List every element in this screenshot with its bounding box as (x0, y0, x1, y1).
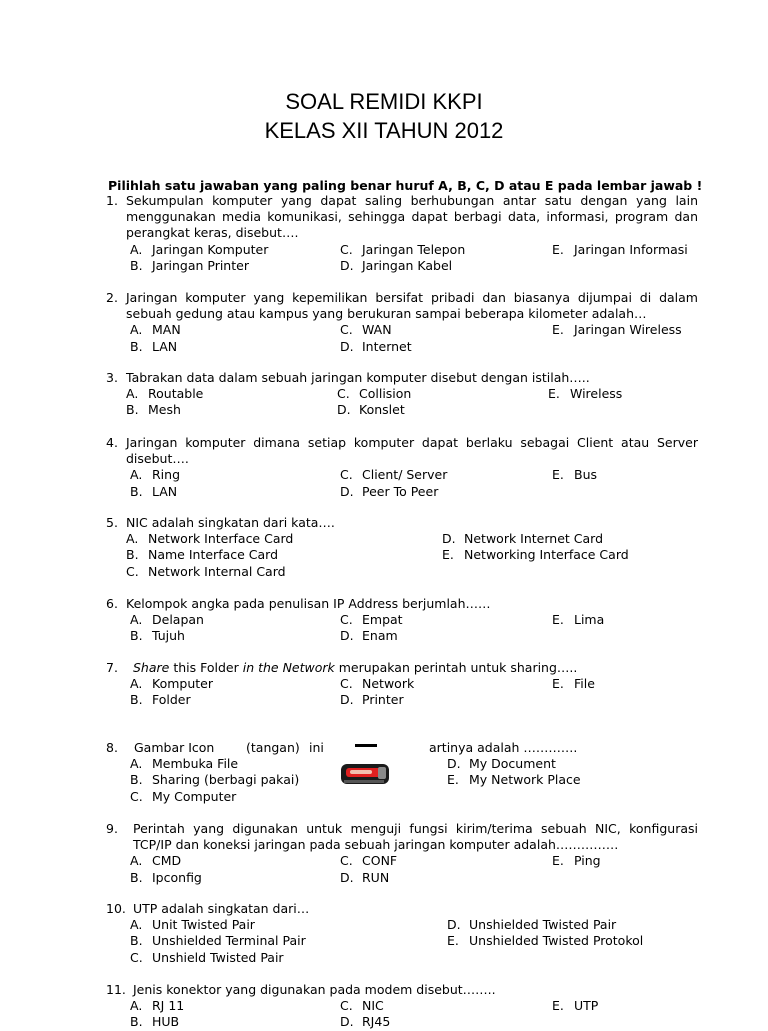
option-d[interactable]: D. Network Internet Card (442, 531, 604, 547)
question-11 (106, 982, 698, 1031)
option-e[interactable]: E. UTP (552, 998, 599, 1014)
option-e[interactable]: E. Jaringan Informasi (552, 241, 688, 257)
option-e[interactable]: E. Unshielded Twisted Protokol (447, 933, 644, 949)
question-number: 4. (106, 435, 118, 450)
question-text-part: (tangan) (246, 740, 300, 755)
question-text: Tabrakan data dalam sebuah jaringan komputer disebut dengan istilah….. (126, 370, 590, 385)
question-6 (106, 596, 698, 645)
question-3 (106, 370, 698, 419)
question-1 (106, 193, 698, 274)
question-text: Jenis konektor yang digunakan pada modem disebut…….. (133, 982, 496, 997)
option-b[interactable]: B. Folder (130, 692, 191, 708)
option-e[interactable]: E. Ping (552, 853, 601, 869)
option-d[interactable]: D. Printer (340, 692, 404, 708)
option-e[interactable]: E. Wireless (548, 386, 623, 402)
option-a[interactable]: A. Network Interface Card (126, 531, 294, 547)
option-b[interactable]: B. Jaringan Printer (130, 257, 249, 273)
question-text-part: Gambar Icon (134, 740, 215, 755)
option-d[interactable]: D. Unshielded Twisted Pair (447, 917, 617, 933)
option-c[interactable]: C. My Computer (130, 788, 237, 804)
question-number: 10. (106, 901, 126, 916)
option-d[interactable]: D. RUN (340, 869, 390, 885)
page-title-line1: SOAL REMIDI KKPI (285, 89, 483, 114)
option-c[interactable]: C. CONF (340, 853, 398, 869)
option-a[interactable]: A. MAN (130, 322, 181, 338)
option-a[interactable]: A. Routable (126, 386, 204, 402)
instruction: Pilihlah satu jawaban yang paling benar huruf A, B, C, D atau E pada lembar jawab ! (108, 178, 703, 193)
option-b[interactable]: B. LAN (130, 338, 178, 354)
option-a[interactable]: A. Delapan (130, 612, 204, 628)
option-c[interactable]: C. Unshield Twisted Pair (130, 949, 284, 965)
option-a[interactable]: A. Ring (130, 467, 181, 483)
option-a[interactable]: A. CMD (130, 853, 182, 869)
question-number: 2. (106, 290, 118, 305)
option-c[interactable]: C. Jaringan Telepon (340, 241, 466, 257)
option-b[interactable]: B. Ipconfig (130, 869, 202, 885)
question-10 (106, 901, 698, 966)
question-number: 9. (106, 821, 118, 836)
option-c[interactable]: C. Collision (337, 386, 412, 402)
question-7 (106, 660, 698, 709)
question-8 (106, 740, 698, 805)
option-b[interactable]: B. HUB (130, 1014, 180, 1030)
question-9 (106, 821, 698, 886)
question-number: 7. (106, 660, 118, 675)
option-e[interactable]: E. Jaringan Wireless (552, 322, 682, 338)
question-4 (106, 435, 698, 500)
option-d[interactable]: D. My Document (447, 756, 556, 772)
question-text-part: ini (309, 740, 324, 755)
question-text: Sekumpulan komputer yang dapat saling berhubungan antar satu dengan yang lain menggunakan media komunikasi, sehingga dapat berbagi data, informasi, program dan perangkat keras, disebut…. (126, 193, 698, 241)
option-a[interactable]: A. Komputer (130, 676, 213, 692)
option-c[interactable]: C. Empat (340, 612, 403, 628)
option-c[interactable]: C. Network (340, 676, 415, 692)
option-c[interactable]: C. Client/ Server (340, 467, 448, 483)
option-b[interactable]: B. LAN (130, 483, 178, 499)
question-text: UTP adalah singkatan dari… (133, 901, 310, 916)
question-text: NIC adalah singkatan dari kata…. (126, 515, 335, 530)
option-c[interactable]: C. NIC (340, 998, 384, 1014)
question-number: 1. (106, 193, 118, 208)
option-e[interactable]: E. Bus (552, 467, 598, 483)
question-text: Share this Folder in the Network merupakan perintah untuk sharing….. (133, 660, 578, 675)
option-d[interactable]: D. Peer To Peer (340, 483, 439, 499)
option-d[interactable]: D. Enam (340, 628, 398, 644)
question-5 (106, 515, 698, 580)
shared-hand-icon (340, 758, 390, 788)
option-c[interactable]: C. WAN (340, 322, 392, 338)
option-d[interactable]: D. Internet (340, 338, 412, 354)
option-b[interactable]: B. Sharing (berbagi pakai) (130, 772, 300, 788)
icon-top-mark (355, 744, 377, 747)
option-a[interactable]: A. Membuka File (130, 756, 239, 772)
question-text: Perintah yang digunakan untuk menguji fungsi kirim/terima sebuah NIC, konfigurasi TCP/IP dan koneksi jaringan pada sebuah jaringan komputer adalah…………… (133, 821, 698, 853)
question-number: 11. (106, 982, 126, 997)
option-e[interactable]: E. Lima (552, 612, 605, 628)
option-b[interactable]: B. Unshielded Terminal Pair (130, 933, 306, 949)
option-a[interactable]: A. RJ 11 (130, 998, 185, 1014)
option-c[interactable]: C. Network Internal Card (126, 563, 286, 579)
option-b[interactable]: B. Tujuh (130, 628, 185, 644)
option-d[interactable]: D. Konslet (337, 402, 405, 418)
option-e[interactable]: E. Networking Interface Card (442, 547, 629, 563)
question-number: 5. (106, 515, 118, 530)
question-2 (106, 290, 698, 355)
option-e[interactable]: E. My Network Place (447, 772, 581, 788)
option-d[interactable]: D. RJ45 (340, 1014, 391, 1030)
question-number: 8. (106, 740, 118, 755)
option-a[interactable]: A. Jaringan Komputer (130, 241, 269, 257)
option-b[interactable]: B. Name Interface Card (126, 547, 279, 563)
question-text: Jaringan komputer yang kepemilikan bersifat pribadi dan biasanya dijumpai di dalam sebuah gedung atau kampus yang berukuran sampai beberapa kilometer adalah… (126, 290, 698, 322)
option-b[interactable]: B. Mesh (126, 402, 181, 418)
question-number: 3. (106, 370, 118, 385)
page-title-line2: KELAS XII TAHUN 2012 (264, 118, 504, 143)
question-text: Kelompok angka pada penulisan IP Address berjumlah…… (126, 596, 491, 611)
question-text-part: artinya adalah …………. (429, 740, 578, 755)
option-d[interactable]: D. Jaringan Kabel (340, 257, 453, 273)
question-number: 6. (106, 596, 118, 611)
option-e[interactable]: E. File (552, 676, 595, 692)
option-a[interactable]: A. Unit Twisted Pair (130, 917, 255, 933)
question-text: Jaringan komputer dimana setiap komputer dapat berlaku sebagai Client atau Server disebut…. (126, 435, 698, 467)
